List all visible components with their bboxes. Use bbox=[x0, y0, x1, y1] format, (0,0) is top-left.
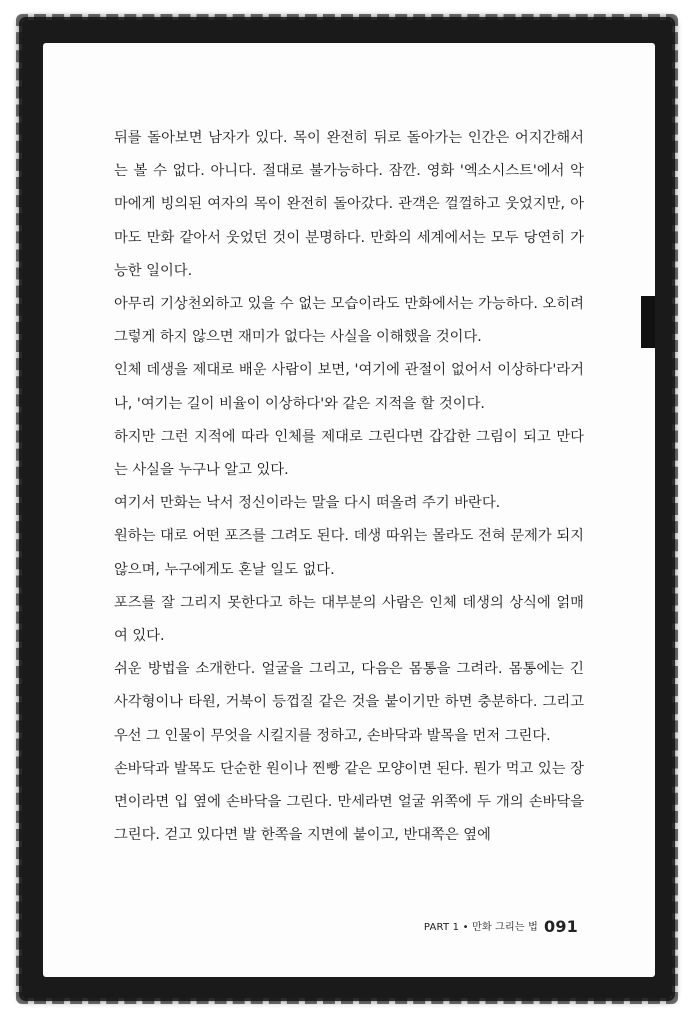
paragraph: 여기서 만화는 낙서 정신이라는 말을 다시 떠올려 주기 바란다. bbox=[114, 495, 501, 512]
paragraph: 인체 데생을 제대로 배운 사람이 보면, '여기에 관절이 없어서 이상하다'라거나, '여기는 길이 비율이 이상하다'와 같은 지적을 할 것이다. bbox=[114, 362, 584, 412]
paragraph: 원하는 대로 어떤 포즈를 그려도 된다. 데생 따위는 몰라도 전혀 문제가 되지 않으며, 누구에게도 혼날 일도 없다. bbox=[114, 528, 584, 578]
paragraph: 하지만 그런 지적에 따라 인체를 제대로 그린다면 갑갑한 그림이 되고 만다는 사실을 누구나 알고 있다. bbox=[114, 428, 584, 479]
paragraph: 뒤를 돌아보면 남자가 있다. 목이 완전히 뒤로 돌아가는 인간은 어지간해서는 볼 수 없다. 아니다. 절대로 불가능하다. 잠깐. 영화 '엑소시스트'에서 악마에게 빙의된 여자의 목이 완전히 돌아갔다. 관객은 껄껄하고 웃었지만, 아마도 만화 같아서 웃었던 것이 분명하다. 만화의 세계에서는 모두 당연히 가능한 일이다. bbox=[114, 130, 584, 279]
body-text bbox=[114, 122, 584, 852]
page-edge-tab bbox=[641, 296, 655, 348]
page-footer bbox=[424, 917, 578, 936]
paragraph: 포즈를 잘 그리지 못한다고 하는 대부분의 사람은 인체 데생의 상식에 얽매여 있다. bbox=[114, 594, 584, 645]
page-number: 091 bbox=[544, 917, 578, 936]
footer-section-label: PART 1 • 만화 그리는 법 bbox=[423, 922, 538, 933]
paragraph: 쉬운 방법을 소개한다. 얼굴을 그리고, 다음은 몸통을 그려라. 몸통에는 긴 사각형이나 타원, 거북이 등껍질 같은 것을 붙이기만 하면 충분하다. 그리고 우선 그 인물이 무엇을 시킬지를 정하고, 손바닥과 발목을 먼저 그린다. bbox=[114, 661, 584, 744]
paragraph: 아무리 기상천외하고 있을 수 없는 모습이라도 만화에서는 가능하다. 오히려 그렇게 하지 않으면 재미가 없다는 사실을 이해했을 것이다. bbox=[114, 296, 584, 346]
paragraph: 손바닥과 발목도 단순한 원이나 찐빵 같은 모양이면 된다. 뭔가 먹고 있는 장면이라면 입 옆에 손바닥을 그린다. 만세라면 얼굴 위쪽에 두 개의 손바닥을 그린다. 걷고 있다면 발 한쪽을 지면에 붙이고, 반대쪽은 옆에 bbox=[114, 760, 584, 844]
